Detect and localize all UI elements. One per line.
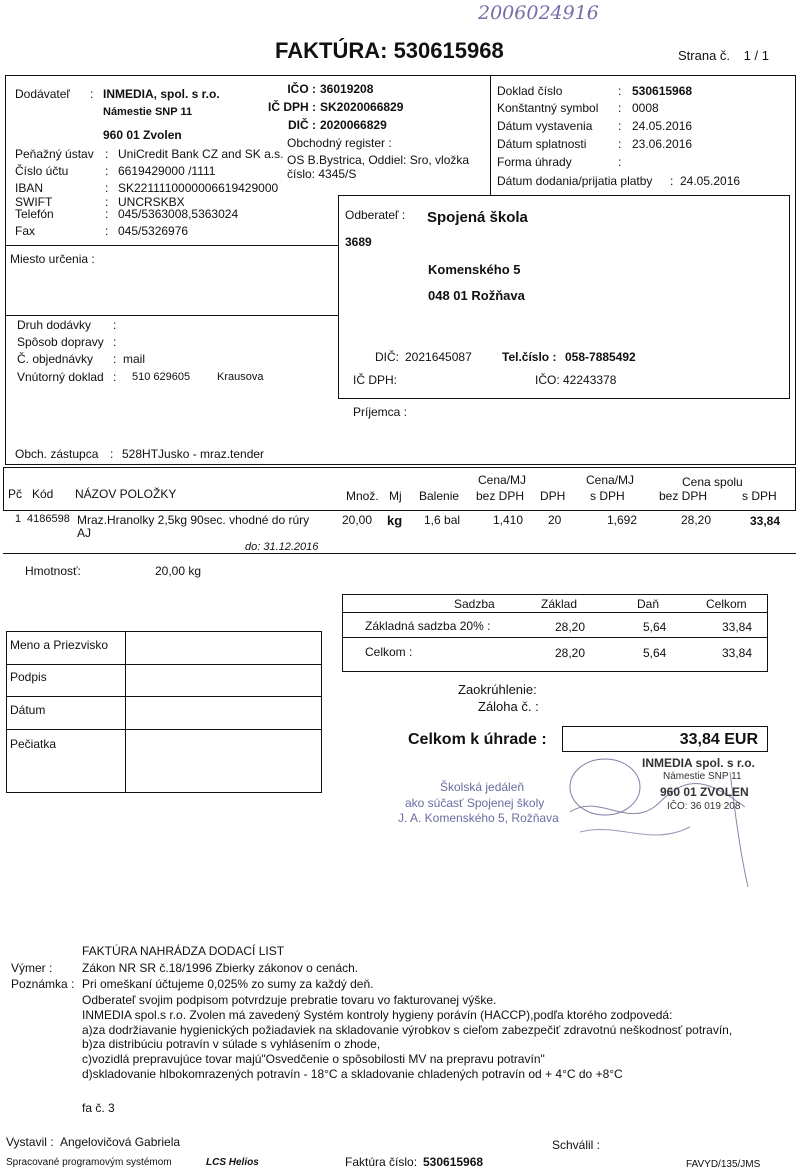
dic-label: DIČ : xyxy=(288,118,316,132)
note-line: Odberateľ svojim podpisom potvrdzuje prebratie tovaru vo fakturovanej výške. xyxy=(82,993,497,1007)
swift-label: SWIFT xyxy=(15,195,53,209)
col-bez-dph: bez DPH xyxy=(476,489,525,503)
sales-rep-label: Obch. zástupca xyxy=(15,447,99,461)
iban-value: SK2211110000006619429000 xyxy=(118,181,279,195)
poznamka-label: Poznámka : xyxy=(11,977,75,991)
order-label: Č. objednávky xyxy=(17,352,94,366)
row-dph: 20 xyxy=(548,513,562,527)
vat-row-zaklad: 28,20 xyxy=(555,620,586,634)
school-stamp-line2: ako súčasť Spojenej školy xyxy=(405,796,545,810)
vat-total-zaklad: 28,20 xyxy=(555,646,586,660)
col-cena-mj-top2: Cena/MJ xyxy=(586,473,635,487)
note-line: a)za dodržiavanie hygienických požiadaviek na skladovanie výrobkov s cieľom zabezpečiť zdravotnú neškodnosť potravín, xyxy=(82,1023,733,1037)
row-spolu-bez: 28,20 xyxy=(681,513,712,527)
row-kod: 4186598 xyxy=(27,513,70,525)
note-line: c)vozidlá prepravujúce tovar majú"Osvedčenie o spôsobilosti MV na prepravu potravín" xyxy=(82,1052,545,1066)
col-s-dph: s DPH xyxy=(590,489,625,503)
order-value: mail xyxy=(123,352,146,366)
supplier-ico: 36019208 xyxy=(320,82,374,96)
register-label: Obchodný register : xyxy=(287,136,392,150)
customer-city: 048 01 Rožňava xyxy=(428,288,525,303)
footer-invoice-number: 530615968 xyxy=(423,1155,484,1169)
phone-label: Telefón xyxy=(15,207,54,221)
vat-head-dan: Daň xyxy=(637,597,660,611)
bank-label: Peňažný ústav xyxy=(15,147,94,161)
weight-value: 20,00 kg xyxy=(155,564,202,578)
col-kod: Kód xyxy=(32,487,54,501)
total-value: 33,84 EUR xyxy=(679,731,758,748)
recipient-label: Príjemca : xyxy=(353,405,408,419)
sign-signature-label: Podpis xyxy=(10,670,47,684)
customer-tel: 058-7885492 xyxy=(565,350,636,364)
icdph-label: IČ DPH : xyxy=(268,100,316,114)
row-balenie: 1,6 bal xyxy=(424,513,461,527)
note-line: Pri omeškaní účtujeme 0,025% zo sumy za každý deň. xyxy=(82,977,374,991)
iban-label: IBAN xyxy=(15,181,44,195)
issue-value: 24.05.2016 xyxy=(632,119,693,133)
supplier-city: 960 01 Zvolen xyxy=(103,128,182,142)
issued-label: Vystavil : xyxy=(6,1135,54,1149)
software-name: LCS Helios xyxy=(206,1157,259,1168)
row-mj: kg xyxy=(387,513,403,528)
approved-label: Schválil : xyxy=(552,1138,601,1152)
col-cena-mj-top: Cena/MJ xyxy=(478,473,527,487)
vymer-text: Zákon NR SR č.18/1996 Zbierky zákonov o cenách. xyxy=(82,961,359,975)
col-mnoz: Množ. xyxy=(346,489,379,503)
customer-street: Komenského 5 xyxy=(428,262,521,277)
inmedia-stamp-line3: 960 01 ZVOLEN xyxy=(660,785,749,799)
internal-doc-value: 510 629605 xyxy=(132,371,191,383)
col-cena-spolu-top: Cena spolu xyxy=(682,475,743,489)
weight-label: Hmotnosť: xyxy=(25,564,81,578)
col-nazov: NÁZOV POLOŽKY xyxy=(75,487,177,501)
school-stamp-line3: J. A. Komenského 5, Rožňava xyxy=(398,811,559,825)
title-label: FAKTÚRA: xyxy=(275,38,388,63)
page-value: 1 / 1 xyxy=(743,48,769,63)
vat-head-celkom: Celkom xyxy=(706,597,747,611)
row-spolu-s: 33,84 xyxy=(750,514,781,528)
sales-rep-value: 528HTJusko - mraz.tender xyxy=(122,447,265,461)
account-value: 6619429000 /1111 xyxy=(118,164,216,178)
delivery-date-label: Dátum dodania/prijatia platby xyxy=(497,174,653,188)
row-pc: 1 xyxy=(15,513,22,525)
customer-dic-label: DIČ: xyxy=(375,350,399,364)
delivery-type-label: Druh dodávky xyxy=(17,318,92,332)
transport-label: Spôsob dopravy xyxy=(17,335,104,349)
ks-value: 0008 xyxy=(632,101,659,115)
page-label: Strana č. xyxy=(678,48,731,63)
fa-note: fa č. 3 xyxy=(82,1101,115,1115)
row-cena-s: 1,692 xyxy=(607,513,638,527)
ico-label: IČO : xyxy=(287,82,316,96)
page-info xyxy=(678,48,769,63)
col-s-dph2: s DPH xyxy=(742,489,777,503)
handwritten-number: 2006024916 xyxy=(478,2,599,24)
vat-head-zaklad: Základ xyxy=(541,597,578,611)
vat-row-label: Základná sadzba 20% : xyxy=(365,619,491,633)
software-label: Spracované programovým systémom xyxy=(6,1157,172,1168)
sign-stamp-label: Pečiatka xyxy=(10,737,57,751)
row-expiry: do: 31.12.2016 xyxy=(245,541,319,553)
customer-box xyxy=(338,195,790,399)
customer-icdph-label: IČ DPH: xyxy=(353,373,398,387)
customer-ico-label: IČO: xyxy=(535,373,560,387)
inmedia-stamp-line1: INMEDIA spol. s r.o. xyxy=(642,756,755,770)
customer-tel-label: Tel.číslo : xyxy=(502,350,557,364)
note-line: b)za distribúciu potravín v súlade s vyhlásením o zhode, xyxy=(82,1037,381,1051)
sign-name-label: Meno a Priezvisko xyxy=(10,638,109,652)
row-nazov2: AJ xyxy=(77,526,92,540)
col-bez-dph2: bez DPH xyxy=(659,489,708,503)
destination-label: Miesto určenia : xyxy=(10,252,95,266)
ks-label: Konštantný symbol xyxy=(497,101,599,115)
inmedia-stamp-line2: Námestie SNP 11 xyxy=(663,771,742,782)
vat-total-label: Celkom : xyxy=(365,645,413,659)
customer-name: Spojená škola xyxy=(427,209,528,226)
invoice-title xyxy=(275,38,504,64)
rounding-label: Zaokrúhlenie: xyxy=(458,682,537,697)
supplier-label: Dodávateľ xyxy=(15,87,70,101)
row-mnoz: 20,00 xyxy=(342,513,373,527)
row-cena-bez: 1,410 xyxy=(493,513,524,527)
payment-label: Forma úhrady xyxy=(497,155,572,169)
delivery-date-value: 24.05.2016 xyxy=(680,174,741,188)
sign-date-label: Dátum xyxy=(10,703,46,717)
row-nazov: Mraz.Hranolky 2,5kg 90sec. vhodné do rúry xyxy=(77,513,310,527)
internal-doc-person: Krausova xyxy=(217,371,264,383)
register-line1: OS B.Bystrica, Oddiel: Sro, vložka xyxy=(287,153,470,167)
title-number: 530615968 xyxy=(393,38,504,63)
vat-total-celkom: 33,84 xyxy=(722,646,753,660)
deposit-label: Záloha č. : xyxy=(478,699,539,714)
vymer-label: Výmer : xyxy=(11,961,53,975)
bank-value: UniCredit Bank CZ and SK a.s. xyxy=(118,147,284,161)
fax-label: Fax xyxy=(15,224,36,238)
phone-value: 045/5363008,5363024 xyxy=(118,207,239,221)
col-mj: Mj xyxy=(389,489,402,503)
signature-box xyxy=(6,631,322,793)
col-balenie: Balenie xyxy=(419,489,460,503)
customer-ico: 42243378 xyxy=(563,373,617,387)
register-line2: číslo: 4345/S xyxy=(287,167,357,181)
customer-dic: 2021645087 xyxy=(405,350,472,364)
vat-head-sadzba: Sadzba xyxy=(454,597,495,611)
total-label: Celkom k úhrade : xyxy=(408,731,547,748)
vat-total-dan: 5,64 xyxy=(643,646,667,660)
supplier-icdph: SK2020066829 xyxy=(320,100,404,114)
customer-label: Odberateľ : xyxy=(345,208,406,222)
supplier-street: Námestie SNP 11 xyxy=(103,106,193,118)
note-line: INMEDIA spol.s r.o. Zvolen má zavedený Systém kontroly hygieny porávín (HACCP),podľa ktorého zodpovedá: xyxy=(82,1008,673,1022)
due-value: 23.06.2016 xyxy=(632,137,693,151)
account-label: Číslo účtu xyxy=(15,164,69,178)
doc-number: 530615968 xyxy=(632,84,693,98)
note-line: d)skladovanie hlbokomrazených potravín - 18°C a skladovanie chladených potravín od + 4°C do +8°C xyxy=(82,1067,623,1081)
vat-row-dan: 5,64 xyxy=(643,620,667,634)
vat-row-celkom: 33,84 xyxy=(722,620,753,634)
swift-value: UNCRSKBX xyxy=(118,195,185,209)
footer-invoice-label: Faktúra číslo: xyxy=(345,1155,418,1169)
issue-label: Dátum vystavenia xyxy=(497,119,593,133)
customer-code: 3689 xyxy=(345,235,372,249)
inmedia-stamp-line4: IČO: 36 019 208 xyxy=(667,801,741,812)
notes-heading: FAKTÚRA NAHRÁDZA DODACÍ LIST xyxy=(82,944,285,958)
col-dph: DPH xyxy=(540,489,566,503)
footer-code: FAVYD/135/JMS xyxy=(686,1159,761,1170)
supplier-name: INMEDIA, spol. s r.o. xyxy=(103,87,220,101)
due-label: Dátum splatnosti xyxy=(497,137,587,151)
issued-by: Angelovičová Gabriela xyxy=(60,1135,181,1149)
school-stamp-line1: Školská jedáleň xyxy=(440,780,525,794)
internal-doc-label: Vnútorný doklad xyxy=(17,370,104,384)
col-pc: Pč xyxy=(8,487,23,501)
doc-number-label: Doklad číslo xyxy=(497,84,563,98)
supplier-dic: 2020066829 xyxy=(320,118,387,132)
fax-value: 045/5326976 xyxy=(118,224,189,238)
